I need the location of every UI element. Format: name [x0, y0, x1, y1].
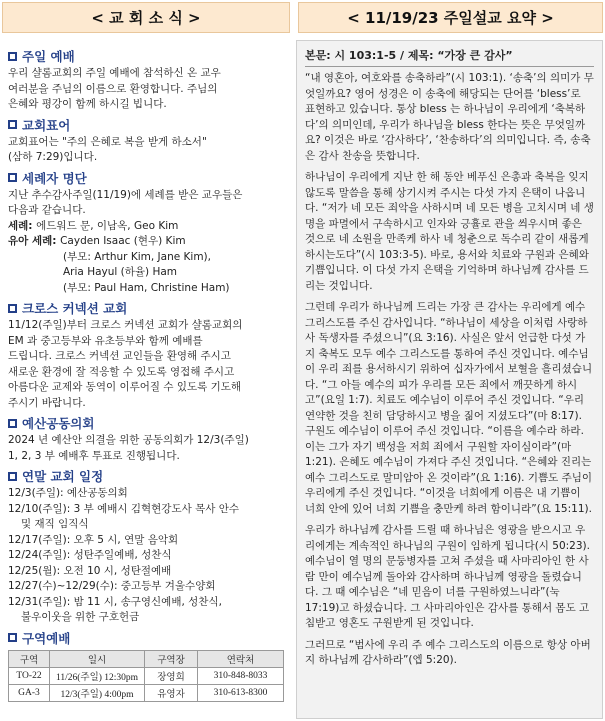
sermon-summary-column [296, 40, 603, 719]
list-item: 12/25(월): 오전 10 시, 성탄절예배 [8, 564, 172, 577]
square-bullet-icon [8, 633, 17, 642]
sermon-paragraph: 그러므로 “범사에 우리 주 예수 그리스도의 이름으로 항상 아버지 하나님께 감사하라”(엡 5:20). [305, 638, 591, 666]
budget-council-section-title: 예산공동의회 [8, 414, 284, 432]
district-worship-section-title: 구역예배 [8, 629, 284, 647]
square-bullet-icon [8, 173, 17, 182]
list-item: 12/31(주일): 밤 11 시, 송구영신예배, 성찬식, [8, 595, 222, 608]
cross-connection-section-title: 크로스 커넥션 교회 [8, 299, 284, 317]
church-motto-section-title: 교회표어 [8, 116, 284, 134]
square-bullet-icon [8, 472, 17, 481]
sermon-paragraph: 하나님이 우리에게 지난 한 해 동안 베푸신 은총과 축복을 잊지 않도록 말씀을 통해 상기시켜 주시는 다섯 가지 은택이 나옵니다. “저가 네 모든 죄악을 사하시며 네 모든 병을 고치시며 네 생명을 파멸에서 구속하시고 인자와 긍휼로 관을 씌우시며 좋은 것으로 네 소원을 만족케 하사 네 청춘으로 독수리 같이 새롭게 하시는도다”(시 103:3-5). 바로, 용서와 치료와 구원과 은혜와 기쁨입니다. 이 다섯 가지 은택을 기억하며 하나님께 감사를 드리는 것입니다. [305, 171, 594, 292]
sermon-paragraph: “내 영혼아, 여호와를 송축하라”(시 103:1). ‘송축’의 의미가 무엇일까요? 영어 성경은 이 송축에 해당되는 단어를 ‘bless’로 표현하고 있습니다. 통상 bless 는 하나님이 우리에게 ‘축복하다’의 의미인데, 우리가 하나님을 bless 한다는 뜻은 무엇일까요? 이것은 바로 ‘감사하다’, ‘찬송하다’의 의미입니다. 즉, 송축은 감사 찬송을 뜻합니다. [305, 72, 594, 162]
year-end-schedule-list: 12/3(주일): 예산공동의회 12/10(주일): 3 부 예배시 김혁현강도사 목사 안수 및 재직 임직식 12/17(주일): 오후 5 시, 연말 음악회 12/24(주일): 성탄주일예배, 성찬식 12/25(월): 오전 10 시, 성탄절예배 12/27(수)~12/29(수): 중고등부 겨울수양회 12/31(주일): 밤 11 시, 송구영신예배, 성찬식, 불우이웃을 위한 구호헌금 [8, 486, 284, 626]
table-header-row: 구역 일시 구역장 연락처 [9, 650, 284, 667]
sermon-scripture-title: 본문: 시 103:1-5 / 제목: “가장 큰 감사” [305, 49, 513, 62]
list-item: 12/24(주일): 성탄주일예배, 성찬식 [8, 549, 172, 561]
worship-section-title: 주일 예배 [8, 47, 284, 65]
square-bullet-icon [8, 120, 17, 129]
sermon-summary-banner: < 11/19/23 주일설교 요약 > [298, 2, 603, 33]
baptism-section-title: 세례자 명단 [8, 169, 284, 187]
square-bullet-icon [8, 419, 17, 428]
list-item: 12/3(주일): 예산공동의회 [8, 487, 128, 499]
baptism-text: 지난 추수감사주일(11/19)에 세례를 받은 교우들은 다음과 같습니다. 세례: 에드워드 문, 이남옥, Geo Kim 유아 세례: Cayden Isaac (현우) Kim (부모: Arthur Kim, Jane Kim), Aria Hayul (하율) Ham (부모: Paul Ham, Christine Ham) [8, 188, 243, 294]
church-news-column [2, 40, 290, 719]
cross-connection-text: 11/12(주일)부터 크로스 커넥션 교회가 샬롬교회의 EM 과 중고등부와 유초등부와 함께 예배를 드립니다. 크로스 커넥션 교인들을 환영해 주시고 새로운 환경에 잘 적응할 수 있도록 영접해 주시고 아름다운 교제와 동역이 이루어질 수 있도록 기도해 주시기 바랍니다. [8, 319, 243, 409]
list-item: 12/27(수)~12/29(수): 중고등부 겨울수양회 [8, 580, 216, 592]
square-bullet-icon [8, 304, 17, 313]
worship-text: 우리 샬롬교회의 주일 예배에 참석하신 온 교우 여러분을 주님의 이름으로 환영합니다. 주님의 은혜와 평강이 함께 하시길 빕니다. [8, 67, 221, 110]
church-motto-text: 교회표어는 "주의 은혜로 복을 받게 하소서" (삼하 7:29)입니다. [8, 135, 207, 163]
church-news-banner: < 교 회 소 식 > [2, 2, 290, 33]
list-item: 12/17(주일): 오후 5 시, 연말 음악회 [8, 533, 179, 546]
sermon-paragraph: 우리가 하나님께 감사를 드릴 때 하나님은 영광을 받으시고 우리에게는 계속적인 하나님의 구원이 임하게 됩니다(시 50:23). 예수님이 열 명의 문둥병자를 고쳐 주셨을 때 사마리아인 한 사람 만이 예수님께 돌아와 감사하며 하나님께 영광을 돌렸습니다. 그 때 예수님은 “네 믿음이 너를 구원하였느니라”(눅 17:19)고 하셨습니다. 그 사마리아인은 감사를 통해서 몸도 고침받고 영혼도 구원받게 된 것입니다. [305, 524, 590, 629]
sermon-paragraph: 그런데 우리가 하나님께 드리는 가장 큰 감사는 우리에게 예수 그리스도를 주신 감사입니다. “하나님이 세상을 이처럼 사랑하사 독생자를 주셨으니”(요 3:16). 사실은 앞서 언급한 다섯 가지 축복도 모두 예수 그리스도를 통하여 주신 것입니다. 예수님이 우리 죄를 용서하시기 위하여 십자가에서 보혈을 흘리셨습니다. “그 아들 예수의 피가 우리를 모든 죄에서 깨끗하게 하시고”(요일 1:7). 치료도 예수님이 이루어 주신 것입니다. “우리 연약한 것을 친히 담당하시고 병을 짊어 지셨도다”(마 8:17). 구원도 예수님이 이루어 주신 것입니다. “이름을 예수라 하라. 이는 그가 자기 백성을 저희 죄에서 구원할 자이심이라”(마 1:21). 은혜도 예수님이 가져다 주신 것입니다. “은혜와 진리는 예수 그리스도로 말미암아 온 것이라”(요 1:16). 기쁨도 주님이 우리에게 주신 것입니다. “이것을 너희에게 이름은 내 기쁨이 너희 안에 있어 너희 기쁨을 충만케 하려 함이니라”(요 15:11). [305, 301, 593, 515]
square-bullet-icon [8, 52, 17, 61]
table-row: GA-3 12/3(주일) 4:00pm 유영자 310-613-8300 [9, 684, 284, 701]
table-row: TO-22 11/26(주일) 12:30pm 장영희 310-848-8033 [9, 667, 284, 684]
divider [305, 66, 594, 67]
list-item: 12/10(주일): 3 부 예배시 김혁현강도사 목사 안수 [8, 502, 239, 515]
district-worship-table [8, 650, 284, 702]
budget-council-text: 2024 년 예산안 의결을 위한 공동의회가 12/3(주일) 1, 2, 3 부 예배후 투표로 진행됩니다. [8, 434, 249, 462]
year-end-schedule-section-title: 연말 교회 일정 [8, 467, 284, 485]
